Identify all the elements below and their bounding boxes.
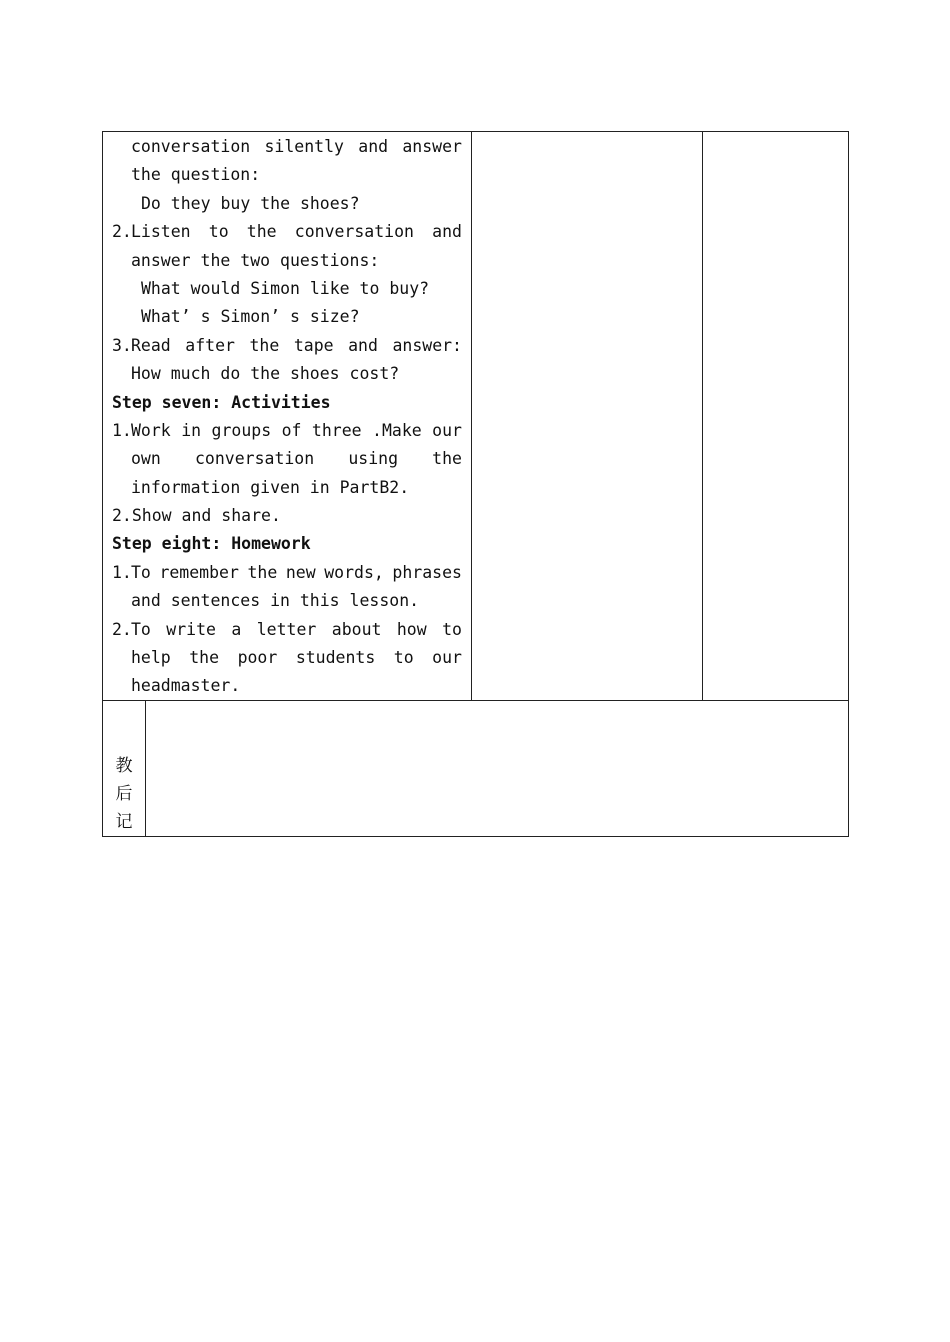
list-item: 1. To remember the new words, phrases (112, 562, 462, 582)
text-line: headmaster. (131, 676, 241, 696)
list-item: 1. Work in groups of three .Make our (112, 420, 462, 440)
post-lesson-notes-label: 教 后 记 (115, 756, 133, 832)
text-line: and sentences in this lesson. (131, 591, 420, 611)
table-left-border (102, 131, 103, 837)
text-line: conversation silently and answer (131, 137, 462, 156)
table-top-border (102, 131, 849, 132)
list-item: 2. Listen to the conversation and (112, 222, 462, 242)
question-line: Do they buy the shoes? (141, 193, 360, 213)
question-line: What would Simon like to buy? (141, 278, 430, 298)
column-divider-2 (702, 131, 703, 701)
question-line: How much do the shoes cost? (131, 364, 400, 384)
step-heading: Step seven: Activities (112, 392, 331, 412)
text-line: own conversation using the (131, 449, 462, 469)
text-line: answer the two questions: (131, 250, 380, 270)
post-lesson-notes-cell (146, 701, 848, 836)
table-right-border (848, 131, 849, 837)
list-item: 2. To write a letter about how to (112, 619, 462, 639)
column-divider-1 (471, 131, 472, 701)
table-bottom-border (102, 836, 849, 837)
list-item: 2.Show and share. (112, 506, 281, 526)
lesson-steps-cell (112, 133, 462, 701)
step-heading: Step eight: Homework (112, 534, 311, 554)
text-line: information given in PartB2. (131, 477, 410, 497)
text-line: help the poor students to our (131, 648, 462, 668)
text-line: the question: (131, 165, 261, 185)
list-item: 3. Read after the tape and answer: (112, 335, 462, 355)
question-line: What’ s Simon’ s size? (141, 307, 360, 327)
